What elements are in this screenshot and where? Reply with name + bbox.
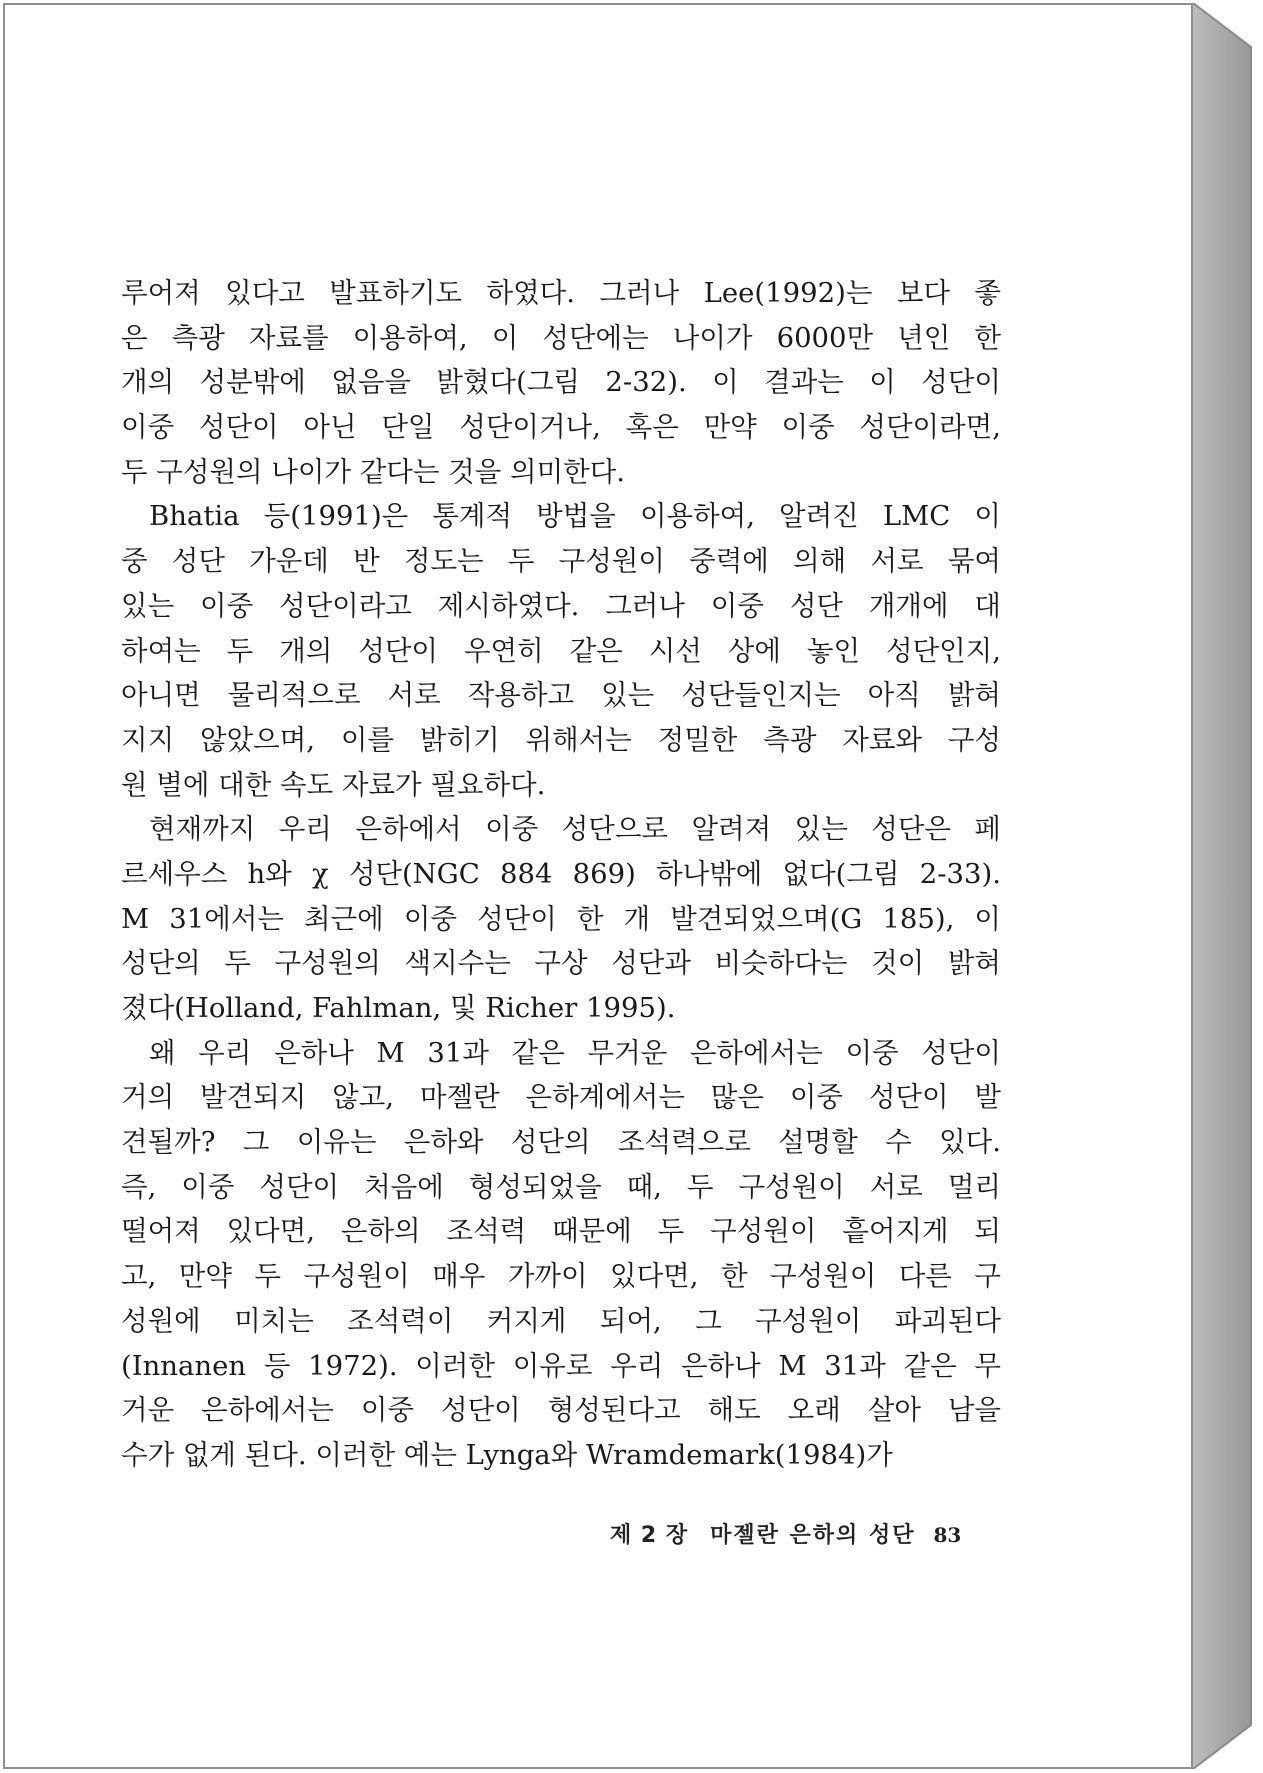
text-line: 있는 이중 성단이라고 제시하였다. 그러나 이중 성단 개개에 대 — [121, 589, 1001, 622]
page-edge-thickness — [1193, 3, 1259, 1769]
page-edge-face — [1193, 3, 1251, 1769]
text-line: 하여는 두 개의 성단이 우연히 같은 시선 상에 놓인 성단인지, — [121, 634, 1001, 667]
text-line: 아니면 물리적으로 서로 작용하고 있는 성단들인지는 아직 밝혀 — [121, 679, 1001, 712]
text-line: 고, 만약 두 구성원이 매우 가까이 있다면, 한 구성원이 다른 구 — [121, 1260, 1001, 1293]
text-line: 떨어져 있다면, 은하의 조석력 때문에 두 구성원이 흩어지게 되 — [121, 1215, 1001, 1248]
text-line: 루어져 있다고 발표하기도 하였다. 그러나 Lee(1992)는 보다 좋 — [121, 277, 1001, 309]
running-footer — [610, 1515, 1000, 1555]
text-line: 원 별에 대한 속도 자료가 필요하다. — [121, 768, 546, 801]
text-line: 즉, 이중 성단이 처음에 형성되었을 때, 두 구성원이 서로 멀리 — [121, 1170, 1001, 1203]
text-line: 두 구성원의 나이가 같다는 것을 의미한다. — [121, 455, 626, 488]
text-line: 은 측광 자료를 이용하여, 이 성단에는 나이가 6000만 년인 한 — [121, 321, 1001, 354]
book-page — [3, 3, 1193, 1769]
text-line: 이중 성단이 아닌 단일 성단이거나, 혹은 만약 이중 성단이라면, — [121, 411, 1001, 444]
text-line: Bhatia 등(1991)은 통계적 방법을 이용하여, 알려진 LMC 이 — [149, 500, 1001, 533]
text-line: 왜 우리 은하나 M 31과 같은 무거운 은하에서는 이중 성단이 — [149, 1036, 1001, 1069]
footer-chapter: 제 2 장 — [610, 1523, 689, 1548]
text-line: 거운 은하에서는 이중 성단이 형성된다고 해도 오래 살아 남을 — [121, 1394, 1001, 1427]
text-line: 중 성단 가운데 반 정도는 두 구성원이 중력에 의해 서로 묶여 — [121, 545, 1001, 578]
text-line: M 31에서는 최근에 이중 성단이 한 개 발견되었으며(G 185), 이 — [121, 902, 1001, 935]
text-line: 현재까지 우리 은하에서 이중 성단으로 알려져 있는 성단은 페 — [149, 813, 1001, 846]
text-line: 개의 성분밖에 없음을 밝혔다(그림 2-32). 이 결과는 이 성단이 — [121, 366, 1001, 399]
footer-title: 마젤란 은하의 성단 — [710, 1523, 916, 1548]
text-line: 지지 않았으며, 이를 밝히기 위해서는 정밀한 측광 자료와 구성 — [121, 723, 1001, 756]
text-line: 수가 없게 된다. 이러한 예는 Lynga와 Wramdemark(1984)가 — [121, 1438, 893, 1471]
text-line: 견될까? 그 이유는 은하와 성단의 조석력으로 설명할 수 있다. — [121, 1126, 1001, 1159]
page-number: 83 — [933, 1523, 962, 1547]
text-line: 성원에 미치는 조석력이 커지게 되어, 그 구성원이 파괴된다 — [121, 1304, 1001, 1337]
text-line: 거의 발견되지 않고, 마젤란 은하계에서는 많은 이중 성단이 발 — [121, 1081, 1001, 1114]
page-edge-graphic — [1193, 3, 1259, 1769]
text-line: (Innanen 등 1972). 이러한 이유로 우리 은하나 M 31과 같은 무 — [121, 1349, 1001, 1382]
text-line: 르세우스 h와 χ 성단(NGC 884 869) 하나밖에 없다(그림 2-33). — [121, 857, 1001, 890]
text-line: 성단의 두 구성원의 색지수는 구상 성단과 비슷하다는 것이 밝혀 — [121, 947, 1001, 980]
text-line: 졌다(Holland, Fahlman, 및 Richer 1995). — [121, 992, 676, 1024]
body-text — [121, 271, 1001, 1478]
